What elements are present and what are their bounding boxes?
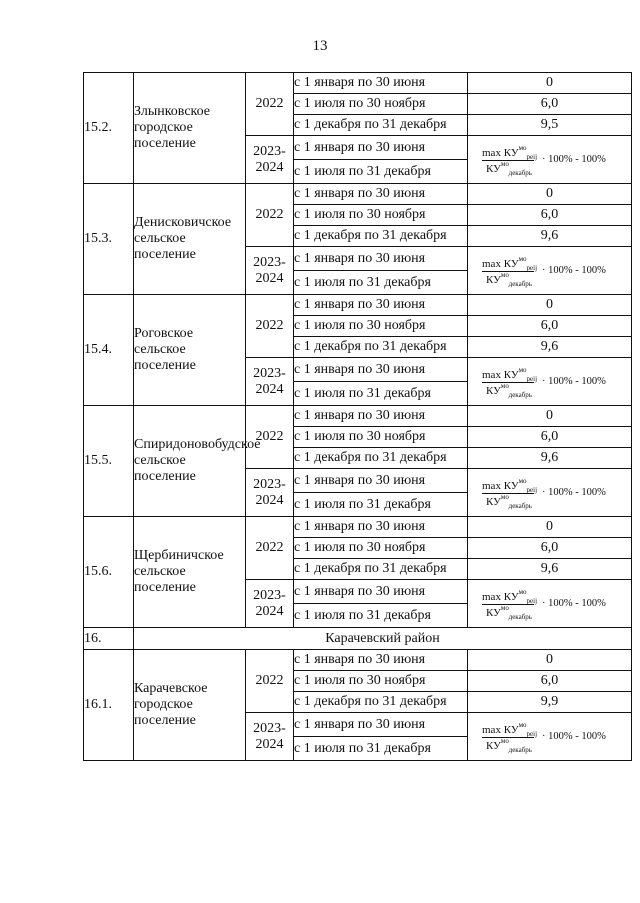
year-cell: 2023-2024: [246, 136, 294, 184]
formula-cell: [468, 247, 632, 295]
value-cell: 9,9: [468, 692, 632, 713]
item-number: 15.4.: [84, 295, 134, 406]
table-row: [84, 295, 632, 316]
year-cell: 2022: [246, 184, 294, 247]
formula-tail: · 100% - 100%: [542, 486, 606, 498]
formula-tail: · 100% - 100%: [542, 153, 606, 165]
formula-sub-bottom: декабрь: [508, 279, 532, 288]
tariff-table: [83, 72, 632, 761]
period-cell: с 1 января по 30 июня: [294, 358, 468, 382]
formula-mo: мо: [518, 587, 527, 596]
period-cell: с 1 января по 30 июня: [294, 469, 468, 493]
formula-sub-bottom: декабрь: [508, 168, 532, 177]
formula-ku: КУ: [486, 273, 501, 286]
formula-ku: КУ: [503, 146, 519, 159]
formula-ku: КУ: [503, 723, 519, 736]
formula-ku: КУ: [486, 162, 501, 175]
region-row: [84, 628, 632, 650]
period-cell: с 1 декабря по 31 декабря: [294, 448, 468, 469]
value-cell: 9,6: [468, 226, 632, 247]
value-cell: 0: [468, 73, 632, 94]
formula-mo: мо: [518, 254, 527, 263]
period-cell: с 1 января по 30 июня: [294, 713, 468, 737]
year-cell: 2022: [246, 406, 294, 469]
formula-sub-bottom: декабрь: [508, 745, 532, 754]
settlement-name: Злынковское городское поселение: [134, 73, 246, 184]
period-cell: с 1 декабря по 31 декабря: [294, 559, 468, 580]
value-cell: 9,5: [468, 115, 632, 136]
formula-sub-top: реij: [526, 374, 538, 383]
formula-ku: КУ: [503, 479, 519, 492]
formula-tail: · 100% - 100%: [542, 730, 606, 742]
formula: [468, 138, 631, 182]
formula-sub-top: реij: [526, 152, 538, 161]
item-number: 15.3.: [84, 184, 134, 295]
settlement-name: Денисковичское сельское поселение: [134, 184, 246, 295]
period-cell: с 1 июля по 30 ноября: [294, 538, 468, 559]
value-cell: 6,0: [468, 538, 632, 559]
formula: [468, 582, 631, 626]
year-cell: 2022: [246, 295, 294, 358]
formula: [468, 249, 631, 293]
formula-denominator: [486, 272, 532, 289]
formula-max: max: [482, 146, 501, 159]
formula-sub-top: реij: [526, 263, 538, 272]
period-cell: с 1 января по 30 июня: [294, 406, 468, 427]
period-cell: с 1 января по 30 июня: [294, 184, 468, 205]
formula-mo: мо: [518, 476, 527, 485]
period-cell: с 1 января по 30 июня: [294, 580, 468, 604]
period-cell: с 1 июля по 30 ноября: [294, 671, 468, 692]
settlement-name: Роговское сельское поселение: [134, 295, 246, 406]
period-cell: с 1 декабря по 31 декабря: [294, 337, 468, 358]
value-cell: 9,6: [468, 559, 632, 580]
formula-mo: мо: [500, 381, 509, 390]
formula-cell: [468, 580, 632, 628]
year-cell: 2022: [246, 650, 294, 713]
period-cell: с 1 декабря по 31 декабря: [294, 226, 468, 247]
formula-max: max: [482, 479, 501, 492]
item-number: 15.2.: [84, 73, 134, 184]
value-cell: 6,0: [468, 671, 632, 692]
formula-sub-top: реij: [526, 485, 538, 494]
year-cell: 2023-2024: [246, 469, 294, 517]
table-row: [84, 650, 632, 671]
period-cell: с 1 января по 30 июня: [294, 295, 468, 316]
formula-denominator: [486, 494, 532, 511]
formula-denominator: [486, 383, 532, 400]
item-number: 16.1.: [84, 650, 134, 761]
period-cell: с 1 июля по 30 ноября: [294, 205, 468, 226]
formula-cell: [468, 358, 632, 406]
formula-tail: · 100% - 100%: [542, 264, 606, 276]
item-number: 15.5.: [84, 406, 134, 517]
formula-mo: мо: [500, 270, 509, 279]
period-cell: с 1 июля по 31 декабря: [294, 271, 468, 295]
formula-sub-bottom: декабрь: [508, 390, 532, 399]
settlement-name: Карачевское городское поселение: [134, 650, 246, 761]
formula: [468, 715, 631, 759]
item-number: 15.6.: [84, 517, 134, 628]
value-cell: 0: [468, 295, 632, 316]
settlement-name: Щербиничское сельское поселение: [134, 517, 246, 628]
formula-denominator: [486, 738, 532, 755]
table-row: [84, 517, 632, 538]
formula-cell: [468, 713, 632, 761]
year-cell: 2023-2024: [246, 580, 294, 628]
formula-sub-bottom: декабрь: [508, 501, 532, 510]
period-cell: с 1 января по 30 июня: [294, 247, 468, 271]
value-cell: 6,0: [468, 316, 632, 337]
value-cell: 0: [468, 517, 632, 538]
value-cell: 6,0: [468, 427, 632, 448]
value-cell: 0: [468, 406, 632, 427]
value-cell: 9,6: [468, 337, 632, 358]
period-cell: с 1 января по 30 июня: [294, 517, 468, 538]
formula: [468, 360, 631, 404]
year-cell: 2023-2024: [246, 247, 294, 295]
year-cell: 2022: [246, 73, 294, 136]
formula-mo: мо: [518, 720, 527, 729]
settlement-name: Спиридоновобудское сельское поселение: [134, 406, 246, 517]
formula-mo: мо: [500, 603, 509, 612]
formula-sub-bottom: декабрь: [508, 612, 532, 621]
period-cell: с 1 июля по 31 декабря: [294, 382, 468, 406]
formula: [468, 471, 631, 515]
value-cell: 9,6: [468, 448, 632, 469]
formula-tail: · 100% - 100%: [542, 375, 606, 387]
period-cell: с 1 июля по 30 ноября: [294, 316, 468, 337]
formula-cell: [468, 136, 632, 184]
period-cell: с 1 июля по 30 ноября: [294, 427, 468, 448]
formula-denominator: [486, 605, 532, 622]
period-cell: с 1 июля по 31 декабря: [294, 737, 468, 761]
year-cell: 2023-2024: [246, 713, 294, 761]
formula-mo: мо: [500, 492, 509, 501]
value-cell: 6,0: [468, 205, 632, 226]
formula-sub-top: реij: [526, 596, 538, 605]
formula-max: max: [482, 590, 501, 603]
period-cell: с 1 января по 30 июня: [294, 650, 468, 671]
formula-ku: КУ: [503, 368, 519, 381]
period-cell: с 1 декабря по 31 декабря: [294, 692, 468, 713]
value-cell: 6,0: [468, 94, 632, 115]
formula-mo: мо: [500, 736, 509, 745]
period-cell: с 1 июля по 30 ноября: [294, 94, 468, 115]
region-number: 16.: [84, 628, 134, 650]
formula-ku: КУ: [486, 606, 501, 619]
formula-mo: мо: [518, 143, 527, 152]
period-cell: с 1 июля по 31 декабря: [294, 160, 468, 184]
period-cell: с 1 января по 30 июня: [294, 73, 468, 94]
value-cell: 0: [468, 184, 632, 205]
formula-denominator: [486, 161, 532, 178]
formula-ku: КУ: [486, 495, 501, 508]
formula-max: max: [482, 257, 501, 270]
formula-ku: КУ: [503, 257, 519, 270]
table-row: [84, 73, 632, 94]
year-cell: 2023-2024: [246, 358, 294, 406]
region-name: Карачевский район: [134, 628, 632, 650]
formula-ku: КУ: [486, 384, 501, 397]
table-row: [84, 184, 632, 205]
page-number: 13: [312, 38, 328, 54]
year-cell: 2022: [246, 517, 294, 580]
period-cell: с 1 января по 30 июня: [294, 136, 468, 160]
period-cell: с 1 декабря по 31 декабря: [294, 115, 468, 136]
formula-max: max: [482, 723, 501, 736]
formula-max: max: [482, 368, 501, 381]
formula-ku: КУ: [503, 590, 519, 603]
period-cell: с 1 июля по 31 декабря: [294, 604, 468, 628]
formula-tail: · 100% - 100%: [542, 597, 606, 609]
value-cell: 0: [468, 650, 632, 671]
table-row: [84, 406, 632, 427]
formula-ku: КУ: [486, 739, 501, 752]
period-cell: с 1 июля по 31 декабря: [294, 493, 468, 517]
formula-sub-top: реij: [526, 729, 538, 738]
tariff-table-body: [84, 73, 632, 761]
formula-cell: [468, 469, 632, 517]
formula-mo: мо: [500, 159, 509, 168]
formula-mo: мо: [518, 365, 527, 374]
